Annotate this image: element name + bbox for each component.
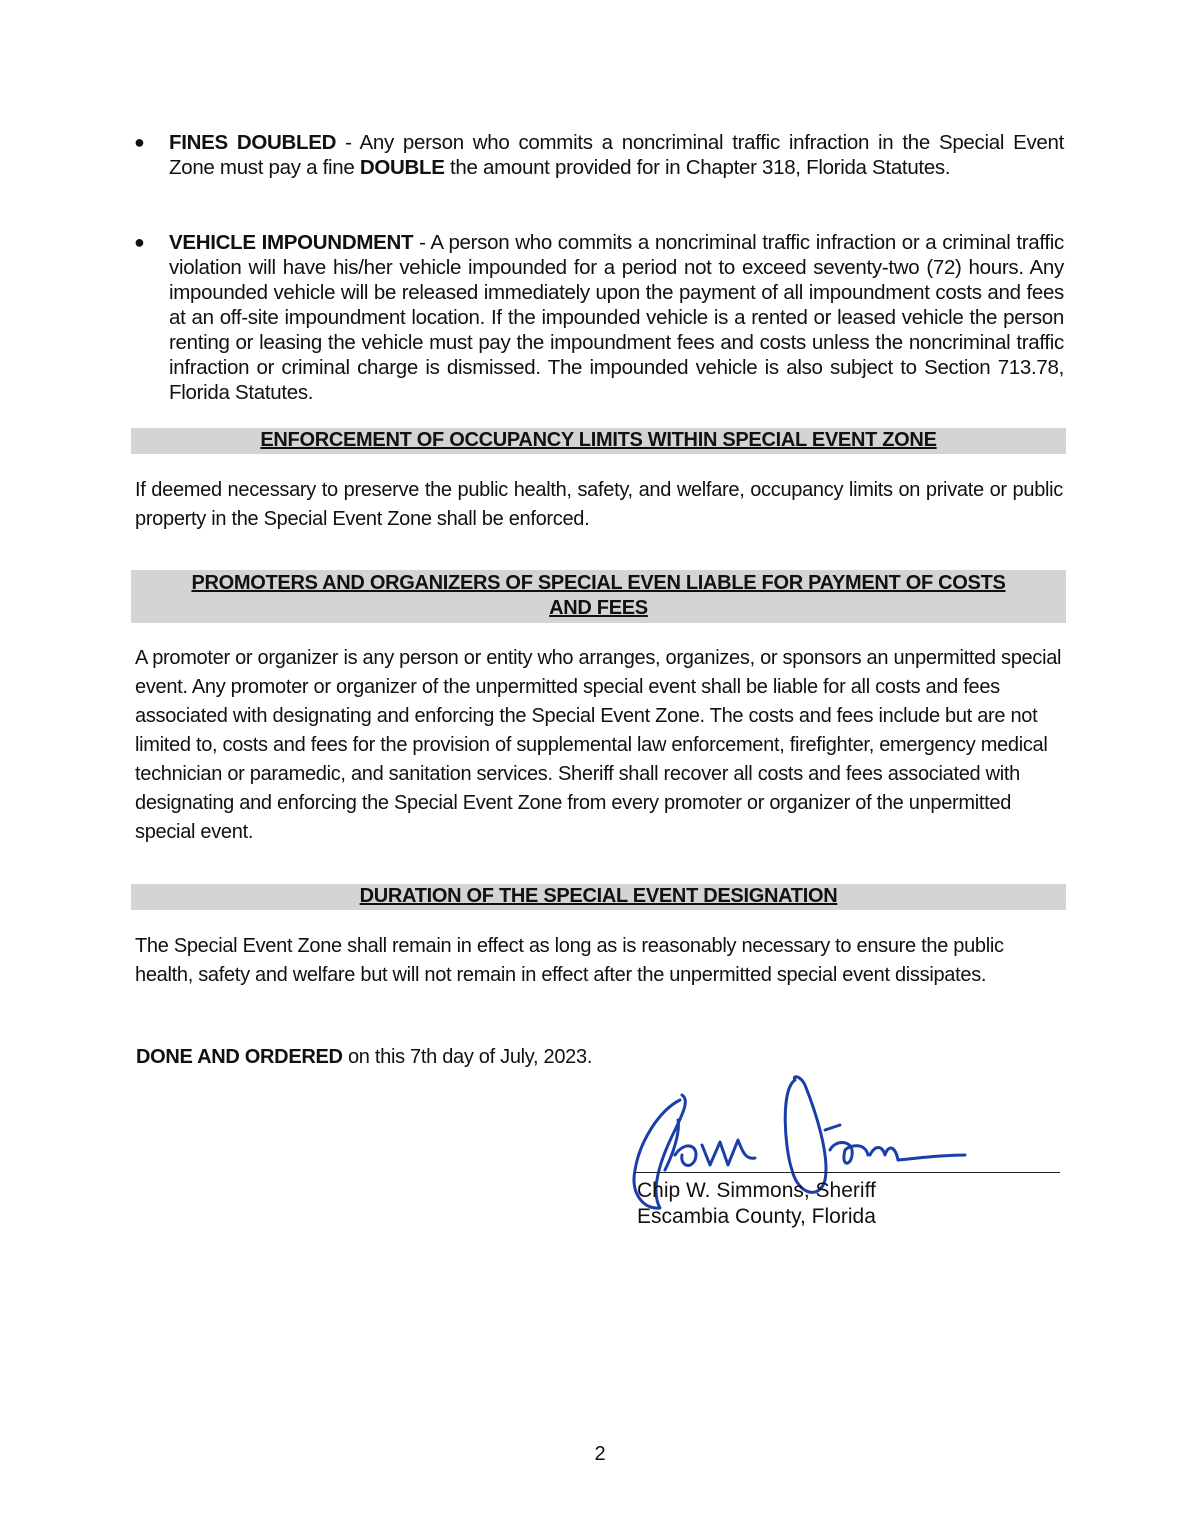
page-number: 2 <box>594 1443 606 1465</box>
bullet-text: VEHICLE IMPOUNDMENT - A person who commits a noncriminal traffic infraction or a criminal traffic violation will have his/her vehicle impounded for a period not to exceed seventy-two (72) hours. Any impounded vehicle will be released immediately upon the payment of all impoundment costs and fees at an off-site impoundment location. If the impounded vehicle is a rented or leased vehicle the person renting or leasing the vehicle must pay the impoundment fees and costs unless the noncriminal traffic infraction or criminal charge is dismissed. The impounded vehicle is also subject to Section 713.78, Florida Statutes. <box>169 231 1064 404</box>
section-heading-occupancy: ENFORCEMENT OF OCCUPANCY LIMITS WITHIN SPECIAL EVENT ZONE <box>131 428 1066 454</box>
signature-line <box>635 1172 1060 1173</box>
bullet-fines-doubled <box>134 130 1064 180</box>
signer-county: Escambia County, Florida <box>637 1205 876 1228</box>
signature-stroke <box>702 1140 755 1165</box>
bullet-vehicle-impoundment <box>134 230 1064 405</box>
emphasis-double: DOUBLE <box>359 156 445 179</box>
signature-stroke <box>825 1125 898 1163</box>
bullet-text: FINES DOUBLED - Any person who commits a noncriminal traffic infraction in the Special Event Zone must pay a fine DOUBLE the amount provided for in Chapter 318, Florida Statutes. <box>169 131 1065 179</box>
signature-stroke <box>785 1077 826 1193</box>
section-heading-duration: DURATION OF THE SPECIAL EVENT DESIGNATION <box>131 884 1066 910</box>
bullet-title: FINES DOUBLED <box>169 131 337 154</box>
section-body-duration: The Special Event Zone shall remain in effect as long as is reasonably necessary to ensure the public health, safety and welfare but will not remain in effect after the unpermitted special event dissipates. <box>135 935 1004 986</box>
bullet-icon: ● <box>134 232 145 252</box>
signature-stroke <box>898 1155 965 1160</box>
section-body-promoters: A promoter or organizer is any person or entity who arranges, organizes, or sponsors an unpermitted special event. Any promoter or organizer of the unpermitted special event shall be liable for all costs and fees associated with designating and enforcing the Special Event Zone. The costs and fees include but are not limited to, costs and fees for the provision of supplemental law enforcement, firefighter, emergency medical technician or paramedic, and sanitation services. Sheriff shall recover all costs and fees associated with designating and enforcing the Special Event Zone from every promoter or organizer of the unpermitted special event. <box>135 647 1062 843</box>
bullet-icon: ● <box>134 132 145 152</box>
signature-stroke <box>665 1120 696 1170</box>
bullet-title: VEHICLE IMPOUNDMENT <box>169 231 414 254</box>
done-and-ordered: DONE AND ORDERED on this 7th day of July, 2023. <box>136 1046 593 1068</box>
section-heading-promoters: PROMOTERS AND ORGANIZERS OF SPECIAL EVEN LIABLE FOR PAYMENT OF COSTS AND FEES <box>131 570 1066 623</box>
signer-name: Chip W. Simmons, Sheriff <box>637 1179 876 1202</box>
section-body-occupancy: If deemed necessary to preserve the public health, safety, and welfare, occupancy limits on private or public property in the Special Event Zone shall be enforced. <box>135 479 1063 530</box>
